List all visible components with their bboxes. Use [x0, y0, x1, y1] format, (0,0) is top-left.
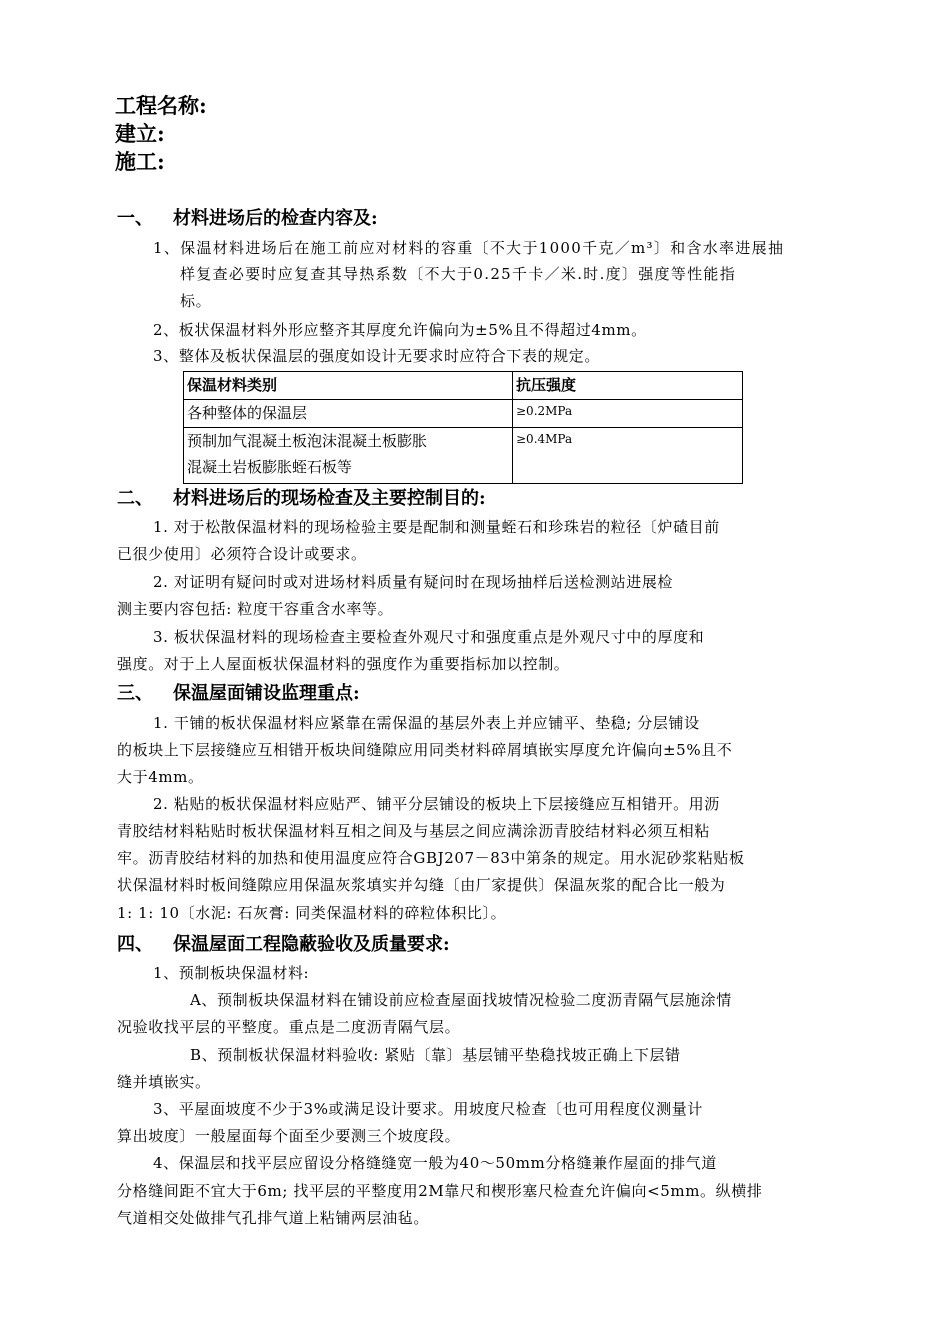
table-cell: ≥0.4MPa [513, 428, 743, 484]
table-cell-line: 混凝土岩板膨胀蛭石板等 [187, 458, 353, 476]
section1-line: 1、保温材料进场后在施工前应对材料的容重〔不大于1000千克／m³〕和含水率进展抽 [153, 239, 785, 257]
table-header-cell: 保温材料类别 [184, 372, 513, 400]
construction-label: 施工: [115, 149, 165, 174]
section1-heading [117, 206, 378, 232]
section2-line: 测主要内容包括: 粒度干容重含水率等。 [117, 600, 394, 618]
table-header-cell: 抗压强度 [513, 372, 743, 400]
section2-line: 1. 对于松散保温材料的现场检验主要是配制和测量蛭石和珍珠岩的粒径〔炉碴目前 [153, 518, 720, 536]
section4-line: 算出坡度〕一般屋面每个面至少要测三个坡度段。 [117, 1127, 461, 1145]
section1-number: 一、 [117, 208, 153, 229]
section3-line: 2. 粘贴的板状保温材料应贴严、铺平分层铺设的板块上下层接缝应互相错开。用沥 [153, 795, 720, 813]
section4-line: 3、平屋面坡度不少于3%或满足设计要求。用坡度尺检查〔也可用程度仪测量计 [153, 1100, 703, 1118]
section2-line: 强度。对于上人屋面板状保温材料的强度作为重要指标加以控制。 [117, 655, 570, 673]
section4-title: 保温屋面工程隐蔽验收及质量要求: [173, 934, 450, 955]
section1-line: 样复查必要时应复查其导热系数〔不大于0.25千卡／米.时.度〕强度等性能指 [180, 265, 737, 283]
section1-line: 3、整体及板状保温层的强度如设计无要求时应符合下表的规定。 [153, 347, 600, 365]
section3-line: 状保温材料时板间缝隙应用保温灰浆填实并勾缝〔由厂家提供〕保温灰浆的配合比一般为 [117, 876, 726, 894]
project-name-label: 工程名称: [115, 93, 207, 118]
section3-line: 大于4mm。 [117, 768, 204, 786]
strength-table [183, 371, 743, 484]
table-cell [184, 428, 513, 484]
section3-line: 牢。沥青胶结材料的加热和使用温度应符合GBJ207－83中第条的规定。用水泥砂浆粘贴板 [117, 849, 745, 867]
section2-line: 2. 对证明有疑问时或对进场材料质量有疑问时在现场抽样后送检测站进展检 [153, 573, 674, 591]
section2-heading [117, 486, 486, 512]
section4-line: 缝并填嵌实。 [117, 1073, 211, 1091]
table-cell: 各种整体的保温层 [184, 400, 513, 428]
table-cell: ≥0.2MPa [513, 400, 743, 428]
section3-line: 1. 干铺的板状保温材料应紧靠在需保温的基层外表上并应铺平、垫稳; 分层铺设 [153, 714, 700, 732]
section4-line: 4、保温层和找平层应留设分格缝缝宽一般为40～50mm分格缝兼作屋面的排气道 [153, 1154, 717, 1172]
section3-line: 1: 1: 10〔水泥: 石灰膏: 同类保温材料的碎粒体积比〕。 [117, 904, 507, 922]
section4-line: B、预制板状保温材料验收: 紧贴〔靠〕基层铺平垫稳找坡正确上下层错 [190, 1046, 681, 1064]
build-label: 建立: [115, 121, 165, 146]
section1-title: 材料进场后的检查内容及: [173, 208, 378, 229]
section4-line: 分格缝间距不宜大于6m; 找平层的平整度用2M靠尺和楔形塞尺检查允许偏向<5mm。纵横排 [117, 1182, 763, 1200]
section4-heading [117, 932, 450, 958]
section2-number: 二、 [117, 488, 153, 509]
table-header-row [184, 372, 743, 400]
section3-line: 青胶结材料粘贴时板状保温材料互相之间及与基层之间应满涂沥青胶结材料必须互相粘 [117, 822, 710, 840]
section1-line: 标。 [180, 292, 212, 310]
section4-line: 况验收找平层的平整度。重点是二度沥青隔气层。 [117, 1018, 461, 1036]
section4-line: 气道相交处做排气孔排气道上粘铺两层油毡。 [117, 1209, 430, 1227]
section1-line: 2、板状保温材料外形应整齐其厚度允许偏向为±5%且不得超过4mm。 [153, 321, 647, 339]
section2-title: 材料进场后的现场检查及主要控制目的: [173, 488, 486, 509]
section3-title: 保温屋面铺设监理重点: [173, 683, 360, 704]
table-row [184, 400, 743, 428]
table-row [184, 428, 743, 484]
table-cell-line: 预制加气混凝土板泡沫混凝土板膨胀 [187, 432, 428, 450]
section4-line: A、预制板块保温材料在铺设前应检查屋面找坡情况检验二度沥青隔气层施涂情 [190, 991, 732, 1009]
section2-line: 3. 板状保温材料的现场检查主要检查外观尺寸和强度重点是外观尺寸中的厚度和 [153, 628, 705, 646]
section2-line: 已很少使用〕必须符合设计或要求。 [117, 545, 367, 563]
section4-number: 四、 [117, 934, 153, 955]
section3-heading [117, 681, 360, 707]
section4-line: 1、预制板块保温材料: [153, 964, 310, 982]
section3-line: 的板块上下层接缝应互相错开板块间缝隙应用同类材料碎屑填嵌实厚度允许偏向±5%且不 [117, 741, 733, 759]
section3-number: 三、 [117, 683, 153, 704]
